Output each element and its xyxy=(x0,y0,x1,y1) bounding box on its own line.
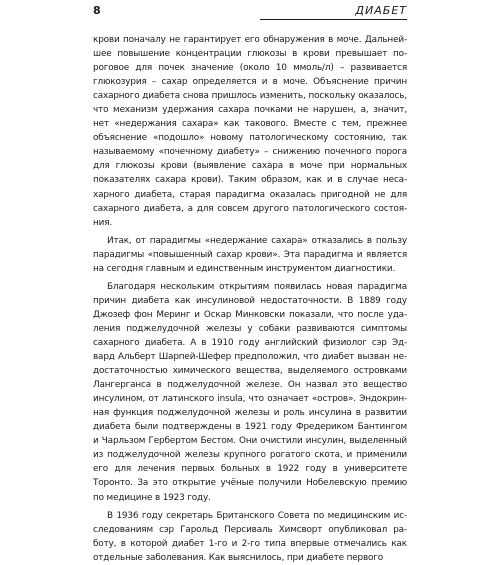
text-line: В 1936 году секретарь Британского Совета по медицинским ис- xyxy=(107,510,407,521)
text-line: следованиям сэр Гарольд Персиваль Химсворт опубликовал ра- xyxy=(93,524,407,535)
text-line: достаточностью химического вещества, выделяемого островками xyxy=(93,366,407,377)
header-rule xyxy=(260,19,407,20)
text-line: крови поначалу не гарантирует его обнаружения в моче. Дальней- xyxy=(93,35,407,45)
text-line: роговое для почек значение (около 10 ммоль/л) – развивается xyxy=(93,63,407,74)
text-line: что механизм удержания сахара почками не нарушен, а, значит, xyxy=(93,105,407,116)
text-line: диабета были подтверждены в 1921 году Фредериком Бантингом xyxy=(93,422,407,433)
text-line: на сегодня главным и единственным инструментом диагностики. xyxy=(93,263,396,274)
text-line: Итак, от парадигмы «недержание сахара» отказались в пользу xyxy=(107,235,407,246)
paragraph xyxy=(93,505,407,565)
text-line: глюкозурия – сахар определяется и в моче. Объяснение причин xyxy=(93,77,407,88)
text-line: Торонто. За это открытие учёные получили Нобелевскую премию xyxy=(93,478,407,489)
text-line: по медицине в 1923 году. xyxy=(93,492,211,503)
text-line: причин диабета как инсулиновой недостаточности. В 1889 году xyxy=(93,295,407,306)
running-title: ДИАБЕТ xyxy=(355,4,407,17)
text-line: нет «недержания сахара» как такового. Вместе с тем, прежнее xyxy=(93,119,407,130)
text-line: сахарного диабета. А в 1910 году английский физиолог сэр Эд- xyxy=(93,337,407,348)
text-line: отдельные заболевания. Как выяснилось, при диабете первого xyxy=(93,552,384,563)
text-line: для глюкозы крови (выявление сахара в моче при нормальных xyxy=(93,161,407,172)
text-line: боту, в которой диабет 1-го и 2-го типа впервые отмечались как xyxy=(93,538,407,549)
body-text xyxy=(93,33,407,565)
text-line: парадигмы «повышенный сахар крови». Эта парадигма и является xyxy=(93,249,407,260)
text-line: ления поджелудочной железы у собаки развиваются симптомы xyxy=(93,323,407,334)
text-line: называемому «почечному диабету» – снижению почечного порога xyxy=(93,147,407,158)
text-line: из поджелудочной железы крупного рогатого скота, и применили xyxy=(93,450,407,461)
text-line: его для лечения первых больных в 1922 году в университете xyxy=(93,464,407,475)
text-line: вард Альберт Шарпей-Шефер предположил, что диабет вызван не- xyxy=(93,352,407,363)
text-line: объяснение «подошло» новому патологическому состоянию, так xyxy=(93,133,407,144)
paragraph xyxy=(93,33,407,230)
text-line: сахарного диабета, а для совсем другого патологического состоя- xyxy=(93,203,407,214)
text-line: и Чарльзом Гербертом Бестом. Они очистили инсулин, выделенный xyxy=(93,436,407,447)
text-line: шее повышение концентрации глюкозы в крови превышает по- xyxy=(93,49,407,60)
page-number: 8 xyxy=(93,4,101,17)
text-line: инсулином, от латинского insula, что означает «остров». Эндокрин- xyxy=(93,394,407,405)
paragraph xyxy=(93,230,407,276)
text-line: Благодаря нескольким открытиям появилась новая парадигма xyxy=(107,281,407,292)
paragraph xyxy=(93,276,407,505)
text-line: харного диабета, старая парадигма оказалась пригодной не для xyxy=(93,189,407,200)
text-line: Лангерганса в поджелудочной железе. Он назвал это вещество xyxy=(93,380,407,391)
text-line: сахарного диабета снова пришлось изменить, поскольку оказалось, xyxy=(93,91,407,102)
text-line: ния. xyxy=(93,217,113,228)
text-line: ная функция поджелудочной железы и роль инсулина в развитии xyxy=(93,408,407,419)
text-line: показателях сахара крови). Таким образом, как и в случае неса- xyxy=(93,175,407,186)
text-line: Джозеф фон Меринг и Оскар Минковски показали, что после уда- xyxy=(93,309,407,320)
